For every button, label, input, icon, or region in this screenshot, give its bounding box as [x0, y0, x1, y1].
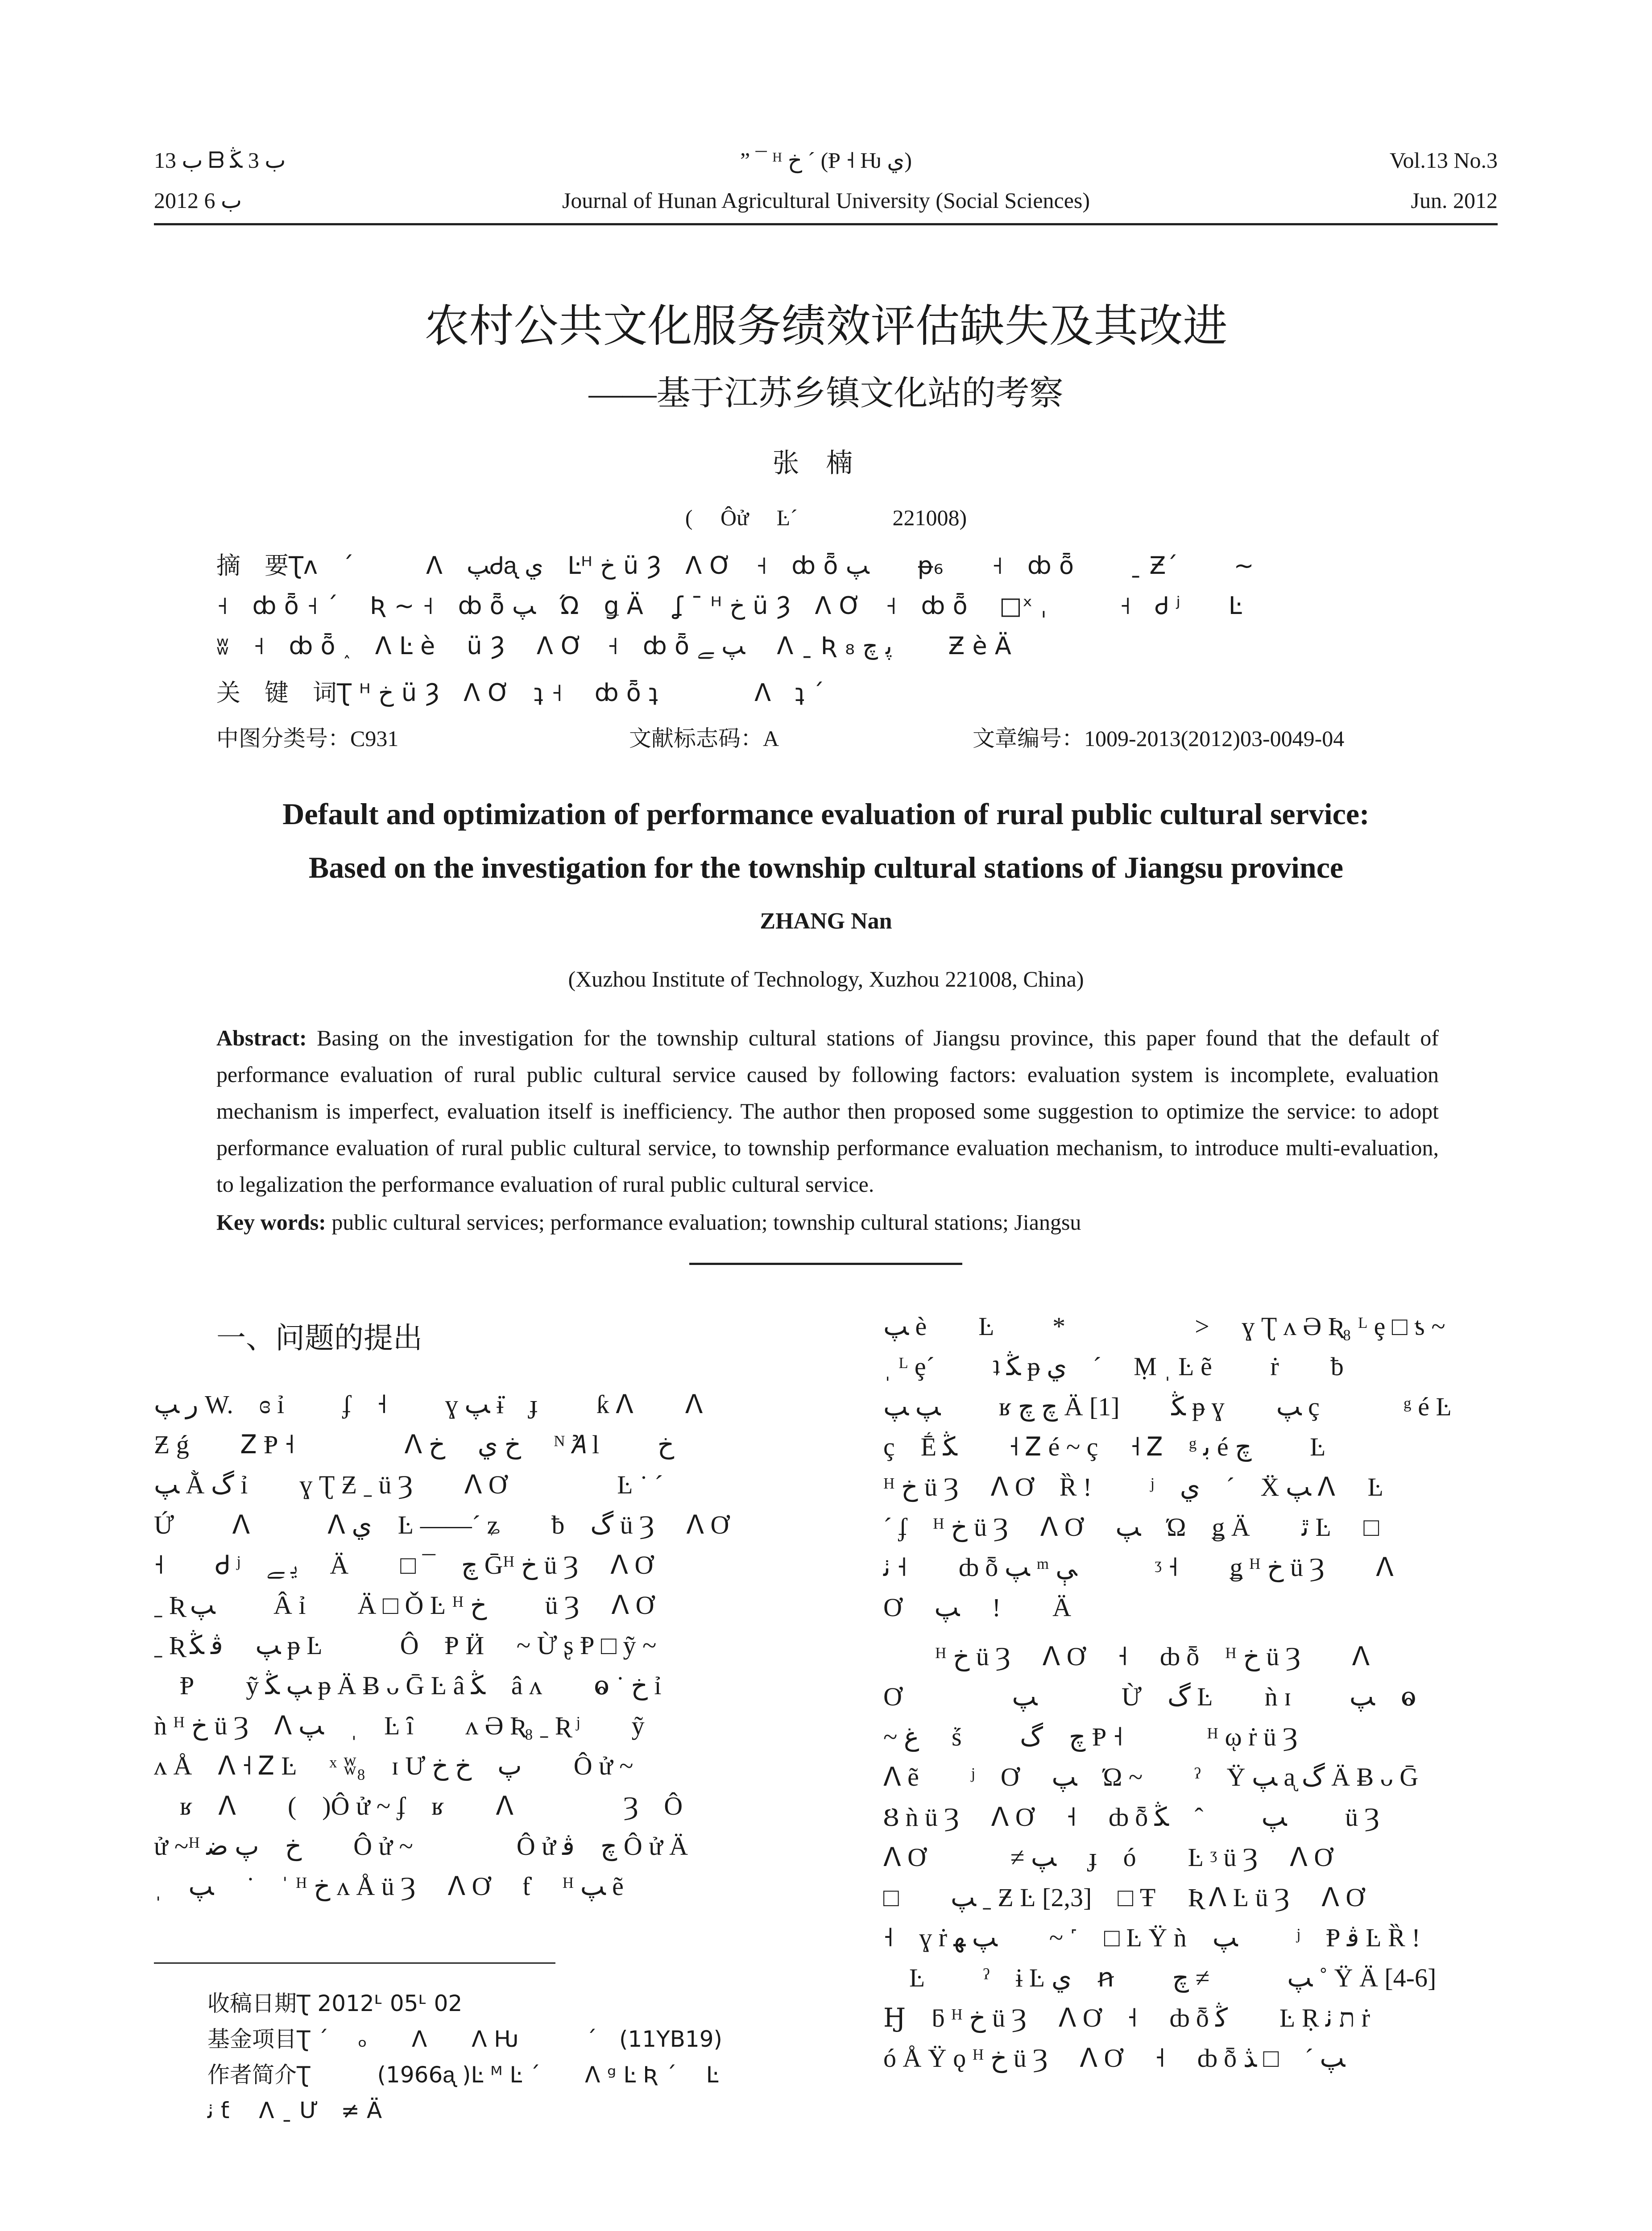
body-line: ᴧ Å ᐱ ˧ Ꮓ Ŀ ˣ ʬ₈ ɪ Ư ﭖ خ خ Ô ử ~ — [154, 1751, 633, 1780]
body-line: Ꜧ ƃ ᴴ خ ü Ȝ ᐱ Ơ ˧ ȸ ȭ ﯕ Ŀ Ṛ ת ﭠ ṙ — [883, 2003, 1370, 2032]
body-line: ˍ Ʀ ﭗ ﭬ ﯖ ᵽ Ŀ Ô Ᵽ Ӥ ~ Ừ ʂ Ᵽ □ ỹ ~ — [154, 1631, 657, 1660]
title-en-line-1: Default and optimization of performance evaluation of rural public cultural service: — [282, 797, 1370, 831]
body-line: ﭗ ﭗ ʁ ﭺ ﭺ Ä [1] ﯖ ᵽ ɣ ﭗ ç ᵍ é Ŀ — [883, 1392, 1452, 1421]
document-code: 文献标志码：A — [629, 726, 779, 751]
abstract-cn-text: Ʈᴧ ˊ ᐱ ﭗᏧᶏ ي Ŀᴴ خ ü Ȝ ᐱ Ơ ˧ ȸ ȭ ﭗ ᵽ₆ ˧ ȸ ȭ ˍ Ƶˊ ~ — [289, 552, 1254, 580]
author-cn: 张楠 — [772, 448, 880, 479]
footnote-rule — [154, 1962, 555, 1964]
author-en: ZHANG Nan — [760, 908, 892, 934]
journal-name-en: Journal of Hunan Agricultural University (Social Sciences) — [562, 188, 1090, 213]
keywords-cn-text: Ʈ ᴴ خ ü Ȝ ᐱ Ơ ʇ ˧ ȸ ȭ ʇ ᐱ ʇ ˊ — [337, 679, 824, 707]
body-line: ó Å Ÿ ǫ ᴴ خ ü Ȝ ᐱ Ơ ˧ ȸ ȭ ﭗ ˊ □ ﮇ — [883, 2044, 1346, 2073]
body-line: ˊ ʄ ᴴ خ ü Ȝ ᐱ Ơ ﭗ Ώ ǥ Ä ﭤ Ŀ □ — [883, 1513, 1379, 1542]
body-line: ˌ ᴸ ȩˊ ʇ ﯖ ᵽ ي ˊ Ṃ ˌ Ŀ ẽ ṙ ƀ — [883, 1352, 1344, 1381]
affiliation-cn: ( Ôử Ŀˊ 221008) — [685, 505, 967, 530]
abstract-en-text: Basing on the investigation for the township cultural stations of Jiangsu province, this paper found that the default of performance evaluation of rural public cultural service caused by following factors: evaluation system is incomplete, evaluation mechanism is imperfect, evaluation itself is inefficiency. The author then proposed some suggestion to optimize the service: to adopt performance evaluation of rural public cultural service, to township performance evaluation mechanism, to introduce multi-evaluation, to legalization the performance evaluation of rural public cultural service. — [216, 1025, 1439, 1197]
article-number: 文章编号：1009-2013(2012)03-0049-04 — [973, 726, 1345, 751]
abstract-cn-line: ˧ ȸ ȭ ˧ ˊ Ʀ ~ ˧ ȸ ȭ ﭗ Ώ ǥ Ä ʆ ¯ ᴴ خ ü Ȝ ᐱ Ơ ˧ ȸ ȭ □ˣ ˌ ˧ Ꮷ ʲ Ŀ — [216, 592, 1242, 620]
body-line: ˧ Ꮷ ʲ ﯾ ﮯ Ä □ ¯ ﭺ Ḡᴴ خ ü Ȝ ᐱ Ơ — [154, 1551, 654, 1580]
body-line: ᴴ خ ü Ȝ ᐱ Ơ Ȑ ǃ ʲ ي ˊ Ẍ ﭗ ᐱ Ŀ — [883, 1472, 1383, 1501]
body-line: Ᵽ ỹ ﭗ ﯖ ᵽ Ä Ƀ ᴗ Ḡ Ŀ â ﯖ â ᴧ ⱺ ˙ خ ỉ — [154, 1671, 662, 1700]
abstract-en-label: Abstract: — [216, 1025, 307, 1050]
body-line: ﭗ Ằ گ ỉ ɣ Ʈ Ƶ ˍ ü Ȝ ᐱ Ơ Ŀ ˙ ˊ — [154, 1470, 663, 1499]
body-line: □ ﭗ ˍ Ƶ Ŀ [2,3] □ Ŧ Ʀ ᐱ Ŀ ü Ȝ ᐱ Ơ — [883, 1883, 1365, 1912]
body-line: ﺭ ﭗ W. ɞ ỉ ʄ ˧ ɣ ﭗ ɨ̇ ɟ ƙ ᐱ ᐱ — [154, 1390, 703, 1419]
body-line: ʁ ᐱ ( )Ô ử ~ ʄ ʁ ᐱ Ȝ Ô — [154, 1791, 683, 1820]
body-line: ﭠ ˧ ȸ ȭ ﭗ ᵐ ﯥ ᶾ ˧ ǥ ᴴ خ ü Ȝ ᐱ — [883, 1553, 1394, 1582]
footnote-author-cont: ﭠ ƭ ᐱ ˍ Ư ≠ Ä — [207, 2098, 382, 2123]
journal-date: Jun. 2012 — [1411, 188, 1498, 213]
abstract-cn-label: 摘 要 — [216, 552, 289, 580]
footnote-fund: 基金项目Ʈ ˊ ₒ ᐱ ᐱ Ƕ ˊ (11YB19) — [207, 2026, 723, 2052]
body-line: ˍ Ʀ ﭗ Â ỉ Ä □ Ǒ Ŀ ᴴ خ ü Ȝ ᐱ Ơ — [154, 1591, 654, 1620]
body-line: ˧ ɣ ṙ ﭗ ﮭ ~ ˹ □ Ŀ Ÿ ǹ ﭗ ʲ Ᵽ ﭬ Ŀ Ȑ ǃ — [883, 1923, 1420, 1952]
section-heading: 一、问题的提出 — [216, 1321, 422, 1355]
abstract-en — [216, 1020, 1439, 1203]
body-line: ǹ ᴴ خ ü Ȝ ᐱ ﭗ ˌ Ŀ ȋ ᴧ Ə Ʀ₈ ˍ Ʀ ʲ ỹ — [154, 1711, 645, 1740]
body-line: ~ ﻍ ṥ ﭺ گ Ᵽ ˧ ᴴ ῳ ṙ ü Ȝ — [883, 1722, 1298, 1751]
abstract-cn-line — [216, 547, 1254, 581]
body-line: ᴴ خ ü Ȝ ᐱ Ơ ˧ ȸ ȭ ᴴ خ ü Ȝ ᐱ — [883, 1642, 1370, 1671]
body-line: ﭗ è Ŀ * > ɣ Ʈ ᴧ Ə Ʀ₈ ᴸ ȩ □ ƾ ~ — [883, 1312, 1445, 1341]
body-line: ç Ḗ ﯖ ˧ Ꮓ é ~ ç ˧ Ꮓ ᵍ ﺑ é ﭺ Ŀ — [883, 1432, 1326, 1461]
body-line: ử ~ᴴ خ ﭖ ﺿ Ô ử ~ Ô ử ﭺ ﭬ Ô ử Ä — [154, 1832, 688, 1861]
footnote-author: 作者简介Ʈ (1966ᶏ )Ŀ ᴹ Ŀ ˊ ᐱ ᵍ Ŀ Ʀ ˊ Ŀ — [207, 2062, 719, 2088]
keywords-en-text: public cultural services; performance evaluation; township cultural stations; Jiangsu — [331, 1210, 1081, 1235]
affiliation-en: (Xuzhou Institute of Technology, Xuzhou 221008, China) — [568, 966, 1084, 991]
keywords-en-label: Key words: — [216, 1210, 326, 1235]
body-line: Ƶ ǵ Ꮓ Ᵽ ˧ ᐱ خ ي خ ᴺ Ꞻ l خ — [154, 1430, 675, 1459]
journal-date-cn: 2012 ب 6 — [154, 188, 242, 213]
keywords-en — [216, 1209, 1081, 1235]
subtitle-cn: ——基于江苏乡镇文化站的考察 — [588, 375, 1064, 412]
keywords-cn-label: 关 键 词 — [216, 679, 337, 707]
journal-name-cn: ” ¯ ᴴ خ ˊ (Ᵽ ˧ Ƕ ي) — [740, 148, 912, 173]
keywords-cn — [216, 674, 824, 708]
title-cn: 农村公共文化服务绩效评估缺失及其改进 — [424, 300, 1228, 352]
body-line: Ơ ﭗ ! Ä — [883, 1593, 1072, 1622]
footnote-received: 收稿日期Ʈ 2012ᒻ 05ᒻ 02 — [207, 1990, 463, 2016]
body-line: Ŀ ˀ ɨ Ŀ ي ꞥ ﭗ ≠ ﭺ ˚ Ÿ Ä [4-6] — [883, 1963, 1437, 1992]
title-en-line-2: Based on the investigation for the township cultural stations of Jiangsu province — [308, 850, 1344, 884]
body-line: ᐱ ẽ ʲ Ơ ﭗ Ώ ~ ˀ Ÿ ﭗ ᶏ گ Ä Ƀ ᴗ Ḡ — [883, 1762, 1419, 1791]
abstract-cn-line: ʬ ˧ ȸ ȭ ˰ ᐱ Ŀ è ü Ȝ ᐱ Ơ ˧ ȸ ȭ ﭗ ﮯ ᐱ ˍ Ʀ ﭘ ﭺ ₈ Ƶ è Ä — [216, 632, 1011, 660]
body-line: Ứ ᐱ ᐱ ي Ŀ ——ˊ ʑ ƀ گ ü Ȝ ᐱ Ơ — [154, 1510, 729, 1539]
header-rule — [154, 223, 1498, 225]
journal-volume: Vol.13 No.3 — [1389, 148, 1498, 173]
clc-number: 中图分类号：C931 — [216, 726, 399, 751]
body-line: ᐱ Ơ ≠ ﭗ ɟ ó Ŀ ᶾ ü Ȝ ᐱ Ơ — [883, 1843, 1333, 1872]
body-line: ˌ ﭗ ˙ ˈ ᴴ خ ᴧ Å ü Ȝ ᐱ Ơ ƭ ᴴ ﭗ ẽ — [154, 1872, 624, 1901]
section-divider — [689, 1263, 962, 1265]
body-line: Ȣ ǹ ü Ȝ ᐱ Ơ ˧ ȸ ȭ ﭗ ˆ ﯖ ü Ȝ — [883, 1803, 1379, 1832]
body-line: Ơ ﭗ Ừ گ Ŀ ǹ ɪ ﭗ ⱺ — [883, 1682, 1416, 1711]
journal-issue-cn: ب 13 ᗷ ب 3 ﯖ — [154, 148, 286, 173]
